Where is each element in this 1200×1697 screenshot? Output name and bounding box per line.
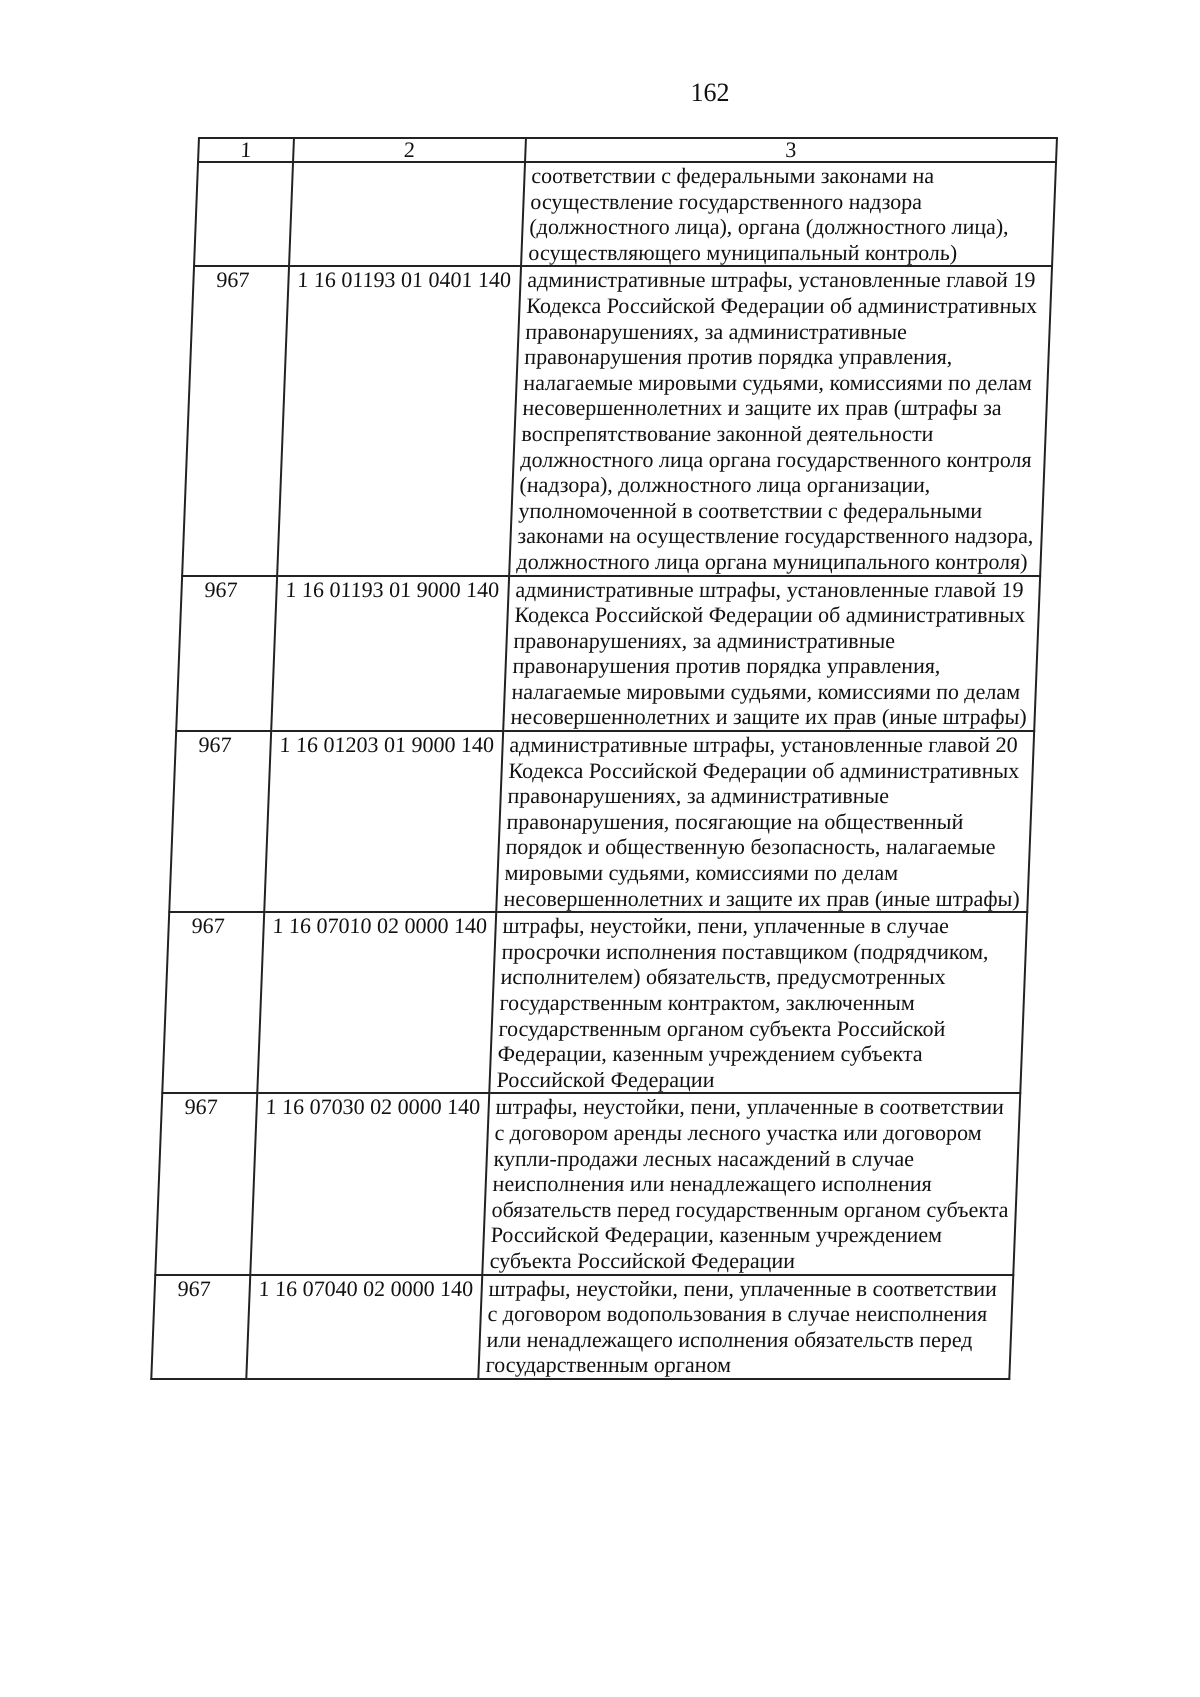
table-header-row xyxy=(198,138,1057,162)
description-cell: штрафы, неустойки, пени, уплаченные в соответствии с договором водопользования в случае неисполнения или ненадлежащего исполнения обязательств перед государственным органом xyxy=(478,1275,1013,1379)
revenue-code-cell: 1 16 07040 02 0000 140 xyxy=(246,1275,482,1379)
revenue-code-cell: 1 16 01193 01 0401 140 xyxy=(277,266,521,575)
table-row xyxy=(155,1093,1020,1274)
header-col-1: 1 xyxy=(198,138,294,162)
description-cell: штрафы, неустойки, пени, уплаченные в случае просрочки исполнения поставщиком (подрядчиком, исполнителем) обязательств, предусмотренных государственным контрактом, заключенным государственным органом субъекта Российской Федерации, казенным учреждением субъекта Российской Федерации xyxy=(489,912,1027,1093)
table-row xyxy=(176,576,1040,732)
revenue-code-cell xyxy=(289,162,525,266)
admin-code-cell: 967 xyxy=(151,1275,250,1379)
page-number: 162 xyxy=(690,78,730,107)
admin-code-cell: 967 xyxy=(176,576,277,732)
header-col-3: 3 xyxy=(525,138,1057,162)
description-cell: административные штрафы, установленные главой 20 Кодекса Российской Федерации об административных правонарушениях, за административные правонарушения, посягающие на общественный порядок и общественную безопасность, налагаемые мировыми судьями, комиссиями по делам несовершеннолетних и защите их прав (иные штрафы) xyxy=(496,731,1034,912)
table-row xyxy=(151,1275,1013,1379)
table-row xyxy=(162,912,1027,1093)
admin-code-cell xyxy=(194,162,293,266)
revenue-codes-table xyxy=(150,137,1058,1380)
revenue-code-cell: 1 16 01203 01 9000 140 xyxy=(264,731,503,912)
admin-code-cell: 967 xyxy=(155,1093,257,1274)
revenue-code-cell: 1 16 07010 02 0000 140 xyxy=(257,912,496,1093)
revenue-code-cell: 1 16 07030 02 0000 140 xyxy=(250,1093,489,1274)
description-cell: административные штрафы, установленные главой 19 Кодекса Российской Федерации об административных правонарушениях, за административные правонарушения против порядка управления, налагаемые мировыми судьями, комиссиями по делам несовершеннолетних и защите их прав (штрафы за воспрепятствование законной деятельности должностного лица органа государственного контроля (надзора), должностного лица организации, уполномоченной в соответствии с федеральными законами на осуществление государственного надзора, должностного лица органа муниципального контроля) xyxy=(509,266,1052,575)
description-cell: административные штрафы, установленные главой 19 Кодекса Российской Федерации об административных правонарушениях, за административные правонарушения против порядка управления, налагаемые мировыми судьями, комиссиями по делам несовершеннолетних и защите их прав (иные штрафы) xyxy=(503,576,1040,732)
admin-code-cell: 967 xyxy=(182,266,289,575)
table-row xyxy=(169,731,1034,912)
table-row xyxy=(194,162,1056,266)
description-cell: штрафы, неустойки, пени, уплаченные в соответствии с договором аренды лесного участка или договором купли-продажи лесных насаждений в случае неисполнения или ненадлежащего исполнения обязательств перед государственным органом субъекта Российской Федерации, казенным учреждением субъекта Российской Федерации xyxy=(482,1093,1020,1274)
admin-code-cell: 967 xyxy=(169,731,271,912)
header-col-2: 2 xyxy=(293,138,526,162)
admin-code-cell: 967 xyxy=(162,912,264,1093)
revenue-code-cell: 1 16 01193 01 9000 140 xyxy=(271,576,509,732)
description-cell: соответствии с федеральными законами на осуществление государственного надзора (должностного лица), органа (должностного лица), осуществляющего муниципальный контроль) xyxy=(521,162,1056,266)
table-row xyxy=(182,266,1052,575)
